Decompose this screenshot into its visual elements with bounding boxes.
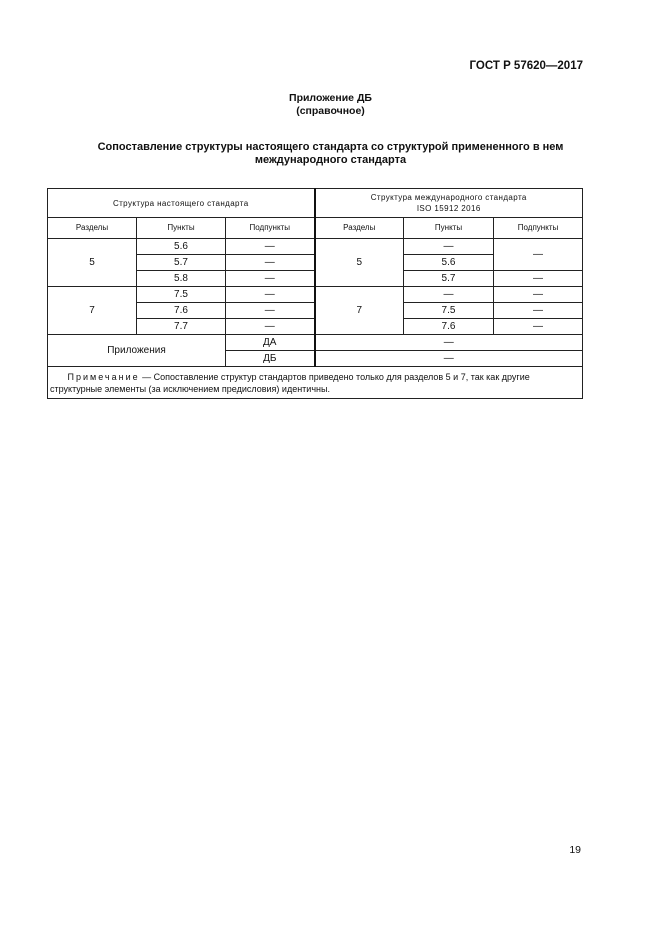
right-subclause-cell: — (494, 287, 583, 303)
document-title-line-2: международного стандарта (254, 154, 407, 166)
table-header-row (48, 189, 583, 218)
standard-header: ГОСТ Р 57620—2017 (469, 60, 583, 72)
left-subclause-cell: — (226, 255, 315, 271)
right-header-line-1: Структура международного стандарта (370, 193, 527, 202)
appendix-subtitle: (справочное) (296, 105, 365, 117)
right-clause-cell: 5.7 (404, 271, 494, 287)
note-label: Примечание (67, 372, 140, 382)
structure-comparison-table (47, 188, 583, 399)
note-text: — Сопоставление структур стандартов приведено только для разделов 5 и 7, так как другие структурные элементы (за исключением предисловия) идентичны. (50, 372, 530, 394)
left-subclause-cell: — (226, 287, 315, 303)
left-structure-header: Структура настоящего стандарта (48, 189, 315, 218)
appendix-title: Приложение ДБ (289, 92, 372, 104)
right-clause-cell: 7.5 (404, 303, 494, 319)
right-subclause-cell: — (494, 303, 583, 319)
table-row (48, 287, 583, 303)
right-section-cell: 7 (315, 287, 404, 335)
col-sections-right: Разделы (315, 218, 404, 239)
left-subclause-cell: — (226, 271, 315, 287)
left-section-cell: 7 (48, 287, 137, 335)
appendices-label-cell: Приложения (48, 335, 226, 367)
right-subclause-cell: — (494, 239, 583, 271)
left-clause-cell: 5.6 (137, 239, 226, 255)
page-number: 19 (569, 844, 581, 856)
right-clause-cell: 7.6 (404, 319, 494, 335)
document-title-line-1: Сопоставление структуры настоящего стандарта со структурой примененного в нем (97, 141, 564, 153)
table-subheader-row (48, 218, 583, 239)
right-clause-cell: — (404, 239, 494, 255)
appendix-heading (0, 92, 661, 118)
left-subclause-cell: — (226, 319, 315, 335)
right-clause-cell: — (404, 287, 494, 303)
appendix-left-cell: ДА (226, 335, 315, 351)
col-clauses-left: Пункты (137, 218, 226, 239)
right-clause-cell: 5.6 (404, 255, 494, 271)
left-clause-cell: 7.6 (137, 303, 226, 319)
right-structure-header (315, 189, 583, 218)
note-row (48, 367, 583, 399)
right-subclause-cell: — (494, 319, 583, 335)
table-note (48, 367, 583, 399)
table-row (48, 239, 583, 255)
right-subclause-cell: — (494, 271, 583, 287)
right-header-line-2: ISO 15912 2016 (416, 204, 481, 213)
appendix-row (48, 335, 583, 351)
col-subclauses-right: Подпункты (494, 218, 583, 239)
left-clause-cell: 5.8 (137, 271, 226, 287)
col-subclauses-left: Подпункты (226, 218, 315, 239)
col-clauses-right: Пункты (404, 218, 494, 239)
document-title (0, 141, 661, 167)
appendix-left-cell: ДБ (226, 351, 315, 367)
left-section-cell: 5 (48, 239, 137, 287)
left-clause-cell: 7.7 (137, 319, 226, 335)
left-subclause-cell: — (226, 303, 315, 319)
left-clause-cell: 5.7 (137, 255, 226, 271)
left-clause-cell: 7.5 (137, 287, 226, 303)
appendix-right-cell: — (315, 335, 583, 351)
right-section-cell: 5 (315, 239, 404, 287)
appendix-right-cell: — (315, 351, 583, 367)
left-subclause-cell: — (226, 239, 315, 255)
col-sections-left: Разделы (48, 218, 137, 239)
